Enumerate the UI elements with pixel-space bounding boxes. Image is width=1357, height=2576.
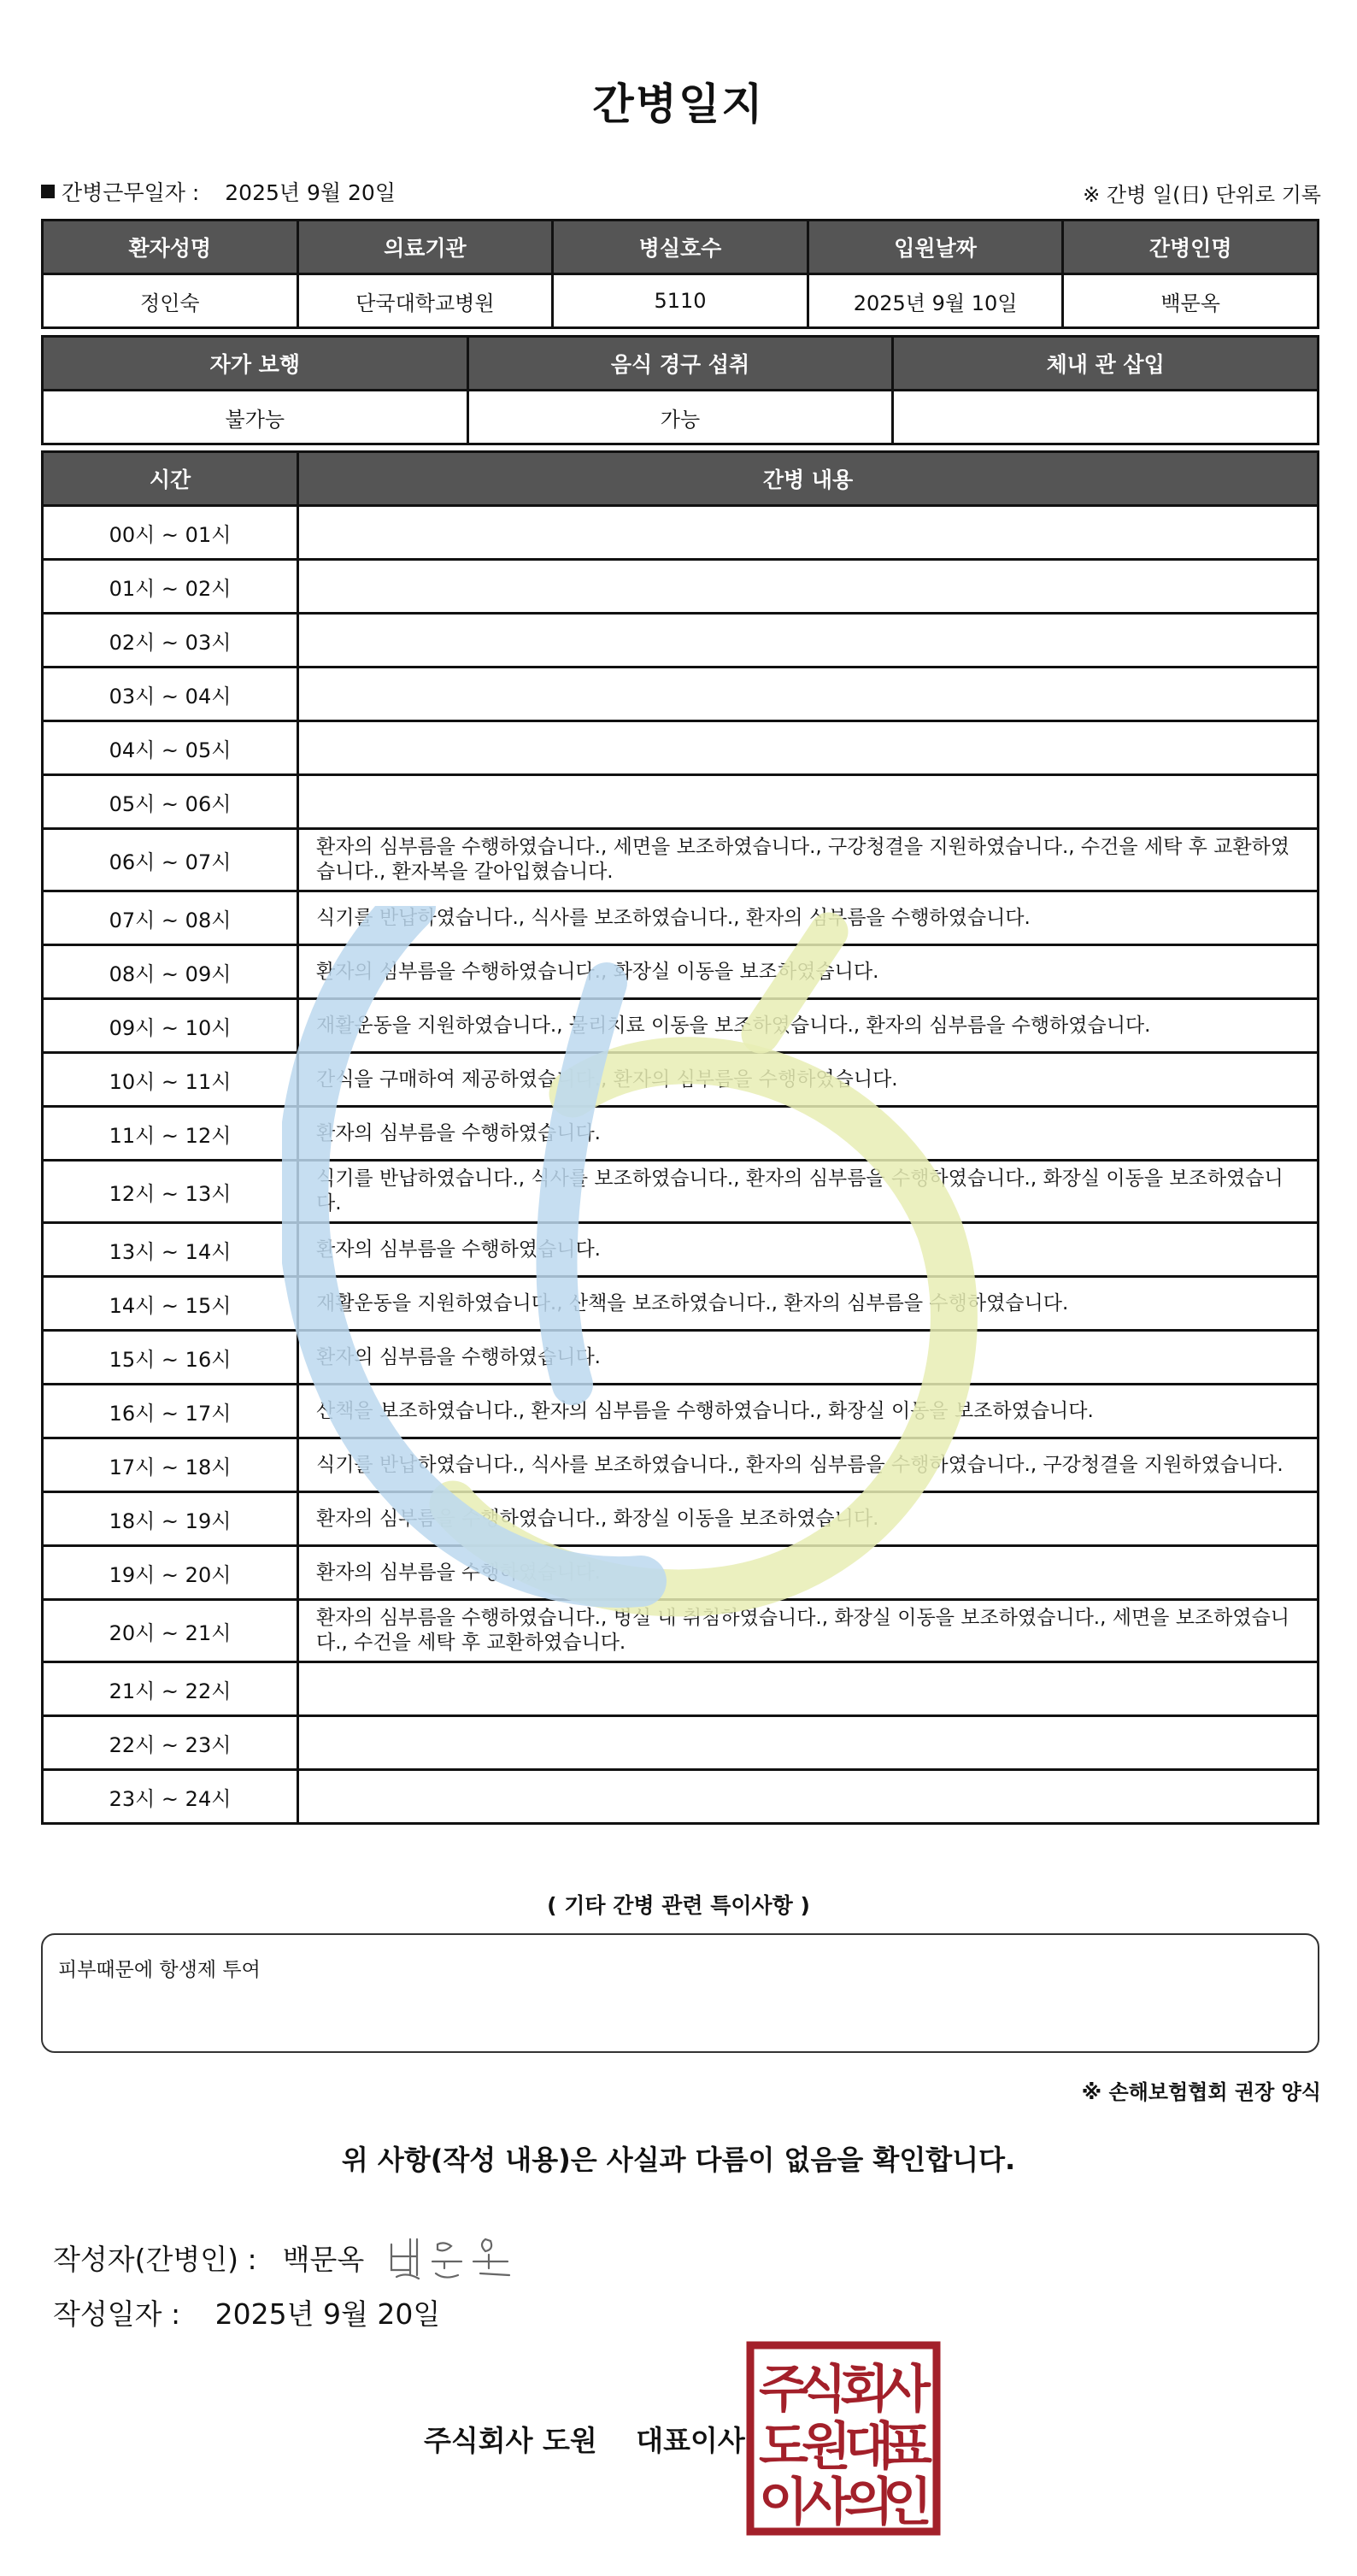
time-slot: 14시 ~ 15시 — [43, 1277, 298, 1331]
care-content: 간식을 구매하여 제공하였습니다., 환자의 심부름을 수행하였습니다. — [298, 1053, 1319, 1107]
table-row — [43, 775, 1319, 829]
unit-note: ※ 간병 일(日) 단위로 기록 — [1083, 183, 1321, 207]
hospital-name: 단국대학교병원 — [297, 274, 553, 328]
special-notes-title: ( 기타 간병 관련 특이사항 ) — [547, 1893, 810, 1918]
header-walking: 자가 보행 — [43, 337, 468, 391]
svg-text:의: 의 — [844, 2473, 894, 2532]
care-content: 식기를 반납하였습니다., 식사를 보조하였습니다., 환자의 심부름을 수행하였습니다. — [298, 891, 1319, 945]
header-caregiver: 간병인명 — [1063, 221, 1319, 274]
table-row — [43, 1438, 1319, 1492]
patient-info-table — [41, 219, 1319, 329]
handwritten-signature — [385, 2227, 521, 2287]
association-note: ※ 손해보험협회 권장 양식 — [1081, 2080, 1321, 2104]
table-row — [43, 668, 1319, 721]
time-slot: 00시 ~ 01시 — [43, 506, 298, 560]
svg-text:도: 도 — [759, 2417, 808, 2477]
patient-status-table — [41, 335, 1319, 445]
confirmation-statement: 위 사항(작성 내용)은 사실과 다름이 없음을 확인합니다. — [341, 2144, 1016, 2176]
table-row — [43, 1770, 1319, 1824]
svg-text:인: 인 — [883, 2473, 932, 2532]
table-row — [43, 1331, 1319, 1385]
room-number: 5110 — [553, 274, 808, 328]
author-line — [53, 2227, 521, 2287]
header-oral-intake: 음식 경구 섭취 — [467, 337, 893, 391]
care-content: 환자의 심부름을 수행하였습니다., 병실 내 취침하였습니다., 화장실 이동을 보조하였습니다., 세면을 보조하였습니다., 수건을 세탁 후 교환하였습니다. — [298, 1600, 1319, 1662]
company-ceo-title: 대표이사 — [636, 2424, 745, 2457]
written-date-value: 2025년 9월 20일 — [214, 2297, 441, 2331]
table-row — [43, 829, 1319, 891]
header-admission-date: 입원날짜 — [808, 221, 1063, 274]
company-seal-stamp — [745, 2340, 942, 2537]
care-content: 식기를 반납하였습니다., 식사를 보조하였습니다., 환자의 심부름을 수행하였습니다., 구강청결을 지원하였습니다. — [298, 1438, 1319, 1492]
time-slot: 10시 ~ 11시 — [43, 1053, 298, 1107]
time-slot: 21시 ~ 22시 — [43, 1662, 298, 1716]
care-content: 환자의 심부름을 수행하였습니다. — [298, 1331, 1319, 1385]
svg-text:표: 표 — [883, 2417, 932, 2477]
care-content — [298, 614, 1319, 668]
header-room: 병실호수 — [553, 221, 808, 274]
page-title: 간병일지 — [592, 79, 765, 129]
svg-text:대: 대 — [844, 2417, 894, 2477]
table-row — [43, 1107, 1319, 1161]
time-slot: 03시 ~ 04시 — [43, 668, 298, 721]
svg-text:원: 원 — [802, 2417, 851, 2477]
company-name: 주식회사 도원 — [424, 2424, 597, 2457]
svg-text:식: 식 — [797, 2360, 847, 2420]
time-slot: 12시 ~ 13시 — [43, 1161, 298, 1223]
time-slot: 19시 ~ 20시 — [43, 1546, 298, 1600]
admission-date: 2025년 9월 10일 — [808, 274, 1063, 328]
work-date — [41, 176, 396, 207]
table-row — [43, 1161, 1319, 1223]
table-row — [43, 1492, 1319, 1546]
time-slot: 16시 ~ 17시 — [43, 1385, 298, 1438]
work-date-value: 2025년 9월 20일 — [225, 180, 396, 205]
table-row — [43, 1546, 1319, 1600]
table-row — [43, 1600, 1319, 1662]
time-slot: 09시 ~ 10시 — [43, 999, 298, 1053]
care-content: 환자의 심부름을 수행하였습니다., 세면을 보조하였습니다., 구강청결을 지원하였습니다., 수건을 세탁 후 교환하였습니다., 환자복을 갈아입혔습니다. — [298, 829, 1319, 891]
special-notes-box — [41, 1933, 1319, 2053]
care-content: 재활운동을 지원하였습니다., 산책을 보조하였습니다., 환자의 심부름을 수행하였습니다. — [298, 1277, 1319, 1331]
table-row — [43, 721, 1319, 775]
table-row — [43, 1223, 1319, 1277]
table-row — [43, 1277, 1319, 1331]
time-slot: 11시 ~ 12시 — [43, 1107, 298, 1161]
care-content: 환자의 심부름을 수행하였습니다., 화장실 이동을 보조하였습니다. — [298, 1492, 1319, 1546]
patient-name: 정인숙 — [43, 274, 298, 328]
time-slot: 20시 ~ 21시 — [43, 1600, 298, 1662]
care-content — [298, 1662, 1319, 1716]
walking-status: 불가능 — [43, 391, 468, 444]
table-row — [43, 614, 1319, 668]
svg-text:주: 주 — [759, 2360, 808, 2420]
care-content — [298, 721, 1319, 775]
special-notes-text: 피부때문에 항생제 투여 — [58, 1959, 261, 1981]
time-slot: 13시 ~ 14시 — [43, 1223, 298, 1277]
care-content — [298, 506, 1319, 560]
care-content: 환자의 심부름을 수행하였습니다., 화장실 이동을 보조하였습니다. — [298, 945, 1319, 999]
time-slot: 01시 ~ 02시 — [43, 560, 298, 614]
caregiver-name: 백문옥 — [1063, 274, 1319, 328]
table-row — [43, 945, 1319, 999]
care-content: 식기를 반납하였습니다., 식사를 보조하였습니다., 환자의 심부름을 수행하였습니다., 화장실 이동을 보조하였습니다. — [298, 1161, 1319, 1223]
header-hospital: 의료기관 — [297, 221, 553, 274]
time-slot: 18시 ~ 19시 — [43, 1492, 298, 1546]
time-slot: 07시 ~ 08시 — [43, 891, 298, 945]
table-row — [43, 506, 1319, 560]
table-row — [43, 560, 1319, 614]
care-content: 환자의 심부름을 수행하였습니다. — [298, 1223, 1319, 1277]
care-content: 재활운동을 지원하였습니다., 물리치료 이동을 보조하였습니다., 환자의 심부름을 수행하였습니다. — [298, 999, 1319, 1053]
time-slot: 06시 ~ 07시 — [43, 829, 298, 891]
svg-text:사: 사 — [802, 2473, 851, 2532]
written-date-label: 작성일자 : — [53, 2297, 181, 2331]
care-log-table — [41, 450, 1319, 1825]
header-care-content: 간병 내용 — [298, 452, 1319, 506]
care-content — [298, 1770, 1319, 1824]
tube-insertion-status — [893, 391, 1319, 444]
oral-intake-status: 가능 — [467, 391, 893, 444]
table-row — [43, 1385, 1319, 1438]
svg-text:사: 사 — [881, 2360, 931, 2420]
table-row — [43, 1716, 1319, 1770]
written-date-line — [53, 2292, 440, 2332]
time-slot: 04시 ~ 05시 — [43, 721, 298, 775]
time-slot: 17시 ~ 18시 — [43, 1438, 298, 1492]
table-row — [43, 999, 1319, 1053]
time-slot: 23시 ~ 24시 — [43, 1770, 298, 1824]
care-content: 산책을 보조하였습니다., 환자의 심부름을 수행하였습니다., 화장실 이동을 보조하였습니다. — [298, 1385, 1319, 1438]
care-content — [298, 775, 1319, 829]
care-content — [298, 1716, 1319, 1770]
header-patient-name: 환자성명 — [43, 221, 298, 274]
svg-text:이: 이 — [759, 2473, 808, 2532]
care-content — [298, 560, 1319, 614]
time-slot: 05시 ~ 06시 — [43, 775, 298, 829]
header-time: 시간 — [43, 452, 298, 506]
author-name: 백문옥 — [282, 2242, 365, 2276]
header-tube-insertion: 체내 관 삽입 — [893, 337, 1319, 391]
time-slot: 02시 ~ 03시 — [43, 614, 298, 668]
care-content: 환자의 심부름을 수행하였습니다. — [298, 1546, 1319, 1600]
company-line — [424, 2419, 745, 2459]
bullet-square-icon — [41, 185, 55, 198]
care-content: 환자의 심부름을 수행하였습니다. — [298, 1107, 1319, 1161]
table-row — [43, 1662, 1319, 1716]
time-slot: 08시 ~ 09시 — [43, 945, 298, 999]
time-slot: 22시 ~ 23시 — [43, 1716, 298, 1770]
care-content — [298, 668, 1319, 721]
work-date-label: 간병근무일자 : — [62, 180, 200, 205]
author-label: 작성자(간병인) : — [53, 2242, 257, 2276]
care-log-body — [43, 506, 1319, 1824]
time-slot: 15시 ~ 16시 — [43, 1331, 298, 1385]
svg-text:회: 회 — [840, 2360, 890, 2420]
table-row — [43, 891, 1319, 945]
table-row — [43, 1053, 1319, 1107]
